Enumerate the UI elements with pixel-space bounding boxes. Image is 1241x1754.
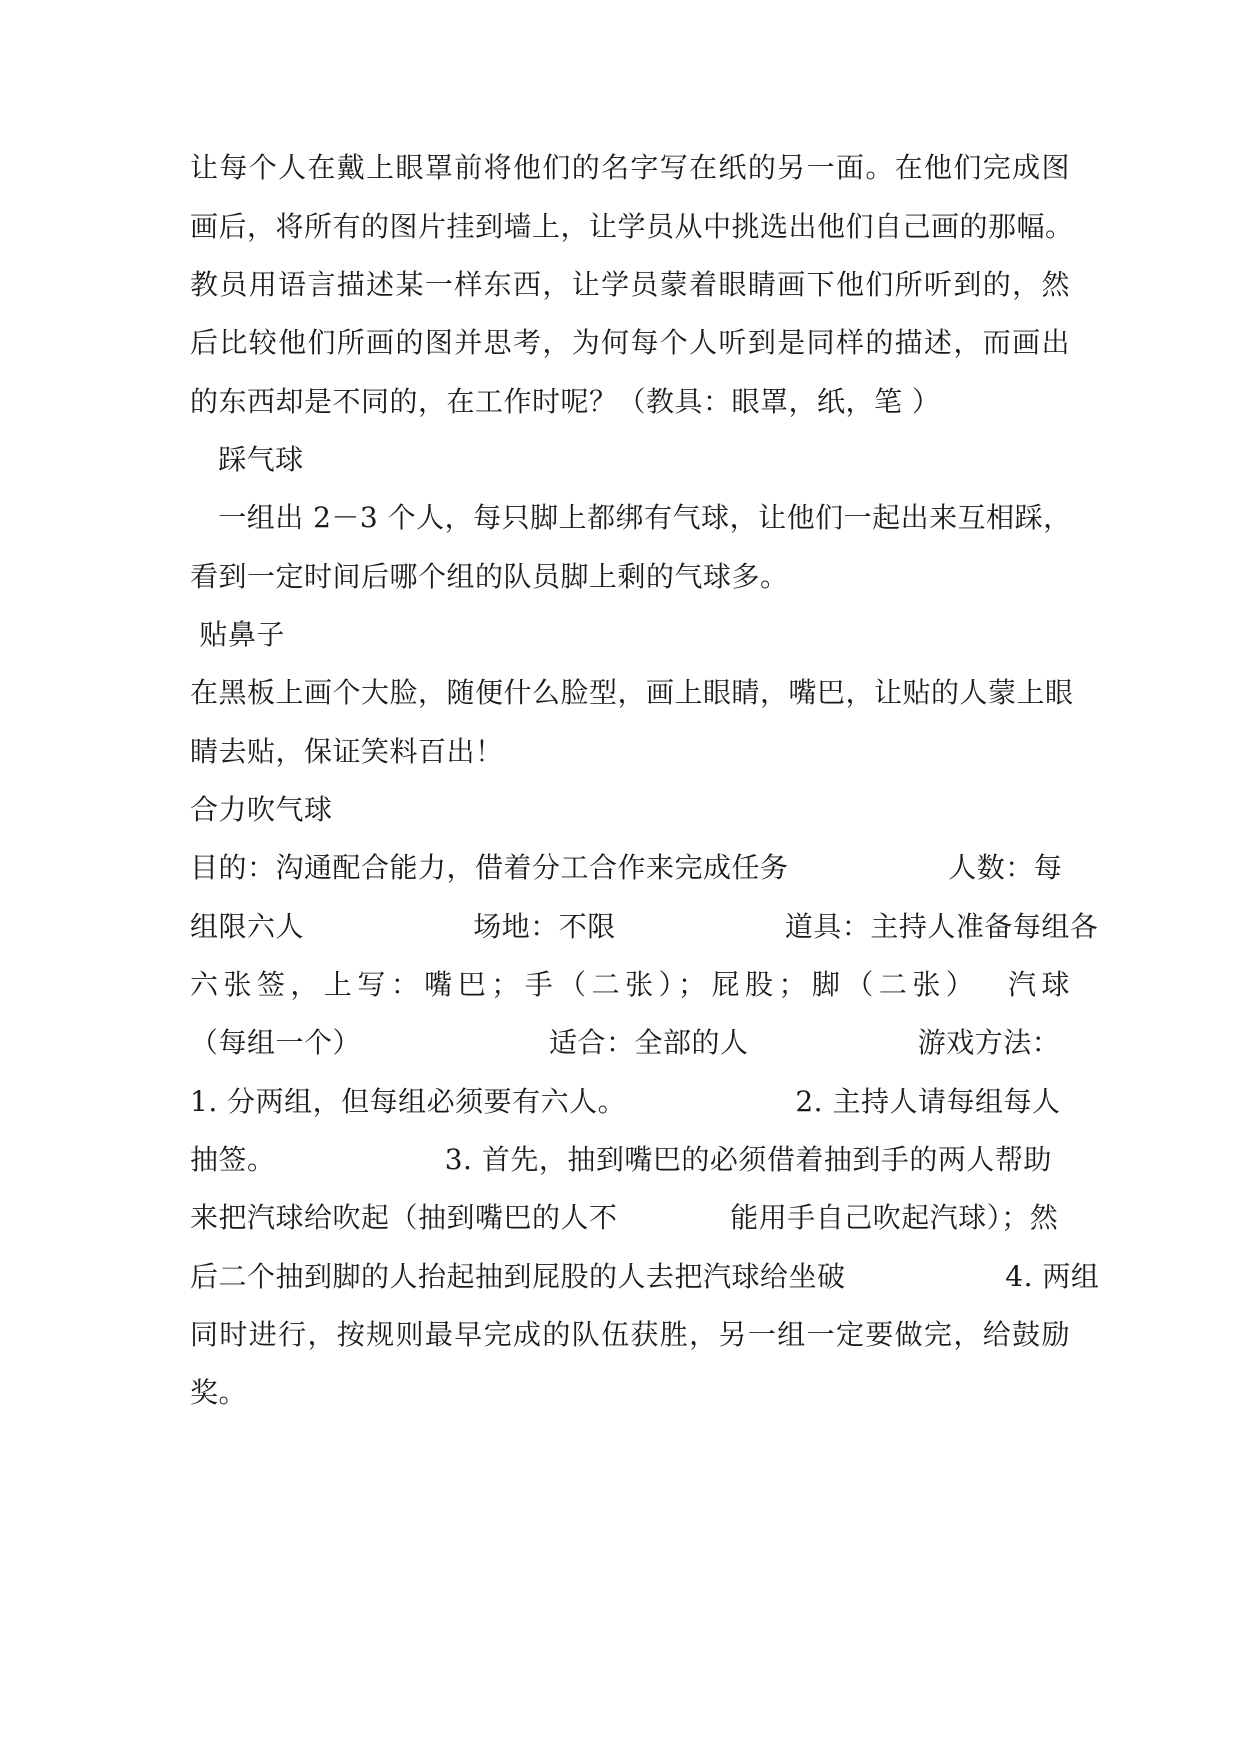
paragraph-line: 看到一定时间后哪个组的队员脚上剩的气球多。: [190, 560, 789, 593]
paragraph-line: 组限六人 场地：不限 道具：主持人准备每组各: [190, 910, 1099, 943]
paragraph-line: 在黑板上画个大脸，随便什么脸型，画上眼睛，嘴巴，让贴的人蒙上眼: [190, 676, 1074, 709]
paragraph-line: 一组出 2－3 个人，每只脚上都绑有气球，让他们一起出来互相踩，: [190, 501, 1072, 534]
paragraph-line: 睛去贴，保证笑料百出！: [190, 735, 504, 768]
section-heading: 踩气球: [190, 443, 304, 476]
paragraph-line: 画后，将所有的图片挂到墙上，让学员从中挑选出他们自己画的那幅。: [190, 210, 1074, 243]
section-heading: 贴鼻子: [190, 618, 285, 651]
paragraph-line: （每组一个） 适合：全部的人 游戏方法：: [190, 1026, 1061, 1059]
paragraph-line: 教员用语言描述某一样东西，让学员蒙着眼睛画下他们所听到的，然: [190, 268, 1070, 301]
paragraph-line: 目的：沟通配合能力，借着分工合作来完成任务 人数：每: [190, 851, 1063, 884]
paragraph-line: 1. 分两组，但每组必须要有六人。 2. 主持人请每组每人: [190, 1085, 1061, 1118]
paragraph-line: 来把汽球给吹起（抽到嘴巴的人不 能用手自己吹起汽球）；然: [190, 1201, 1059, 1234]
paragraph-line: 同时进行，按规则最早完成的队伍获胜，另一组一定要做完，给鼓励: [190, 1318, 1070, 1351]
paragraph-line: 六张签，上写：嘴巴；手（二张）；屁股；脚（二张） 汽球: [190, 968, 1070, 1001]
paragraph-line: 后二个抽到脚的人抬起抽到屁股的人去把汽球给坐破 4. 两组: [190, 1260, 1100, 1293]
paragraph-line: 后比较他们所画的图并思考，为何每个人听到是同样的描述，而画出: [190, 326, 1070, 359]
paragraph-line: 的东西却是不同的，在工作时呢？（教具：眼罩，纸，笔 ）: [190, 385, 941, 418]
paragraph-line: 抽签。 3. 首先，抽到嘴巴的必须借着抽到手的两人帮助: [190, 1143, 1052, 1176]
paragraph-line: 让每个人在戴上眼罩前将他们的名字写在纸的另一面。在他们完成图: [190, 151, 1070, 184]
paragraph-line: 奖。: [190, 1376, 248, 1409]
section-heading: 合力吹气球: [190, 793, 333, 826]
